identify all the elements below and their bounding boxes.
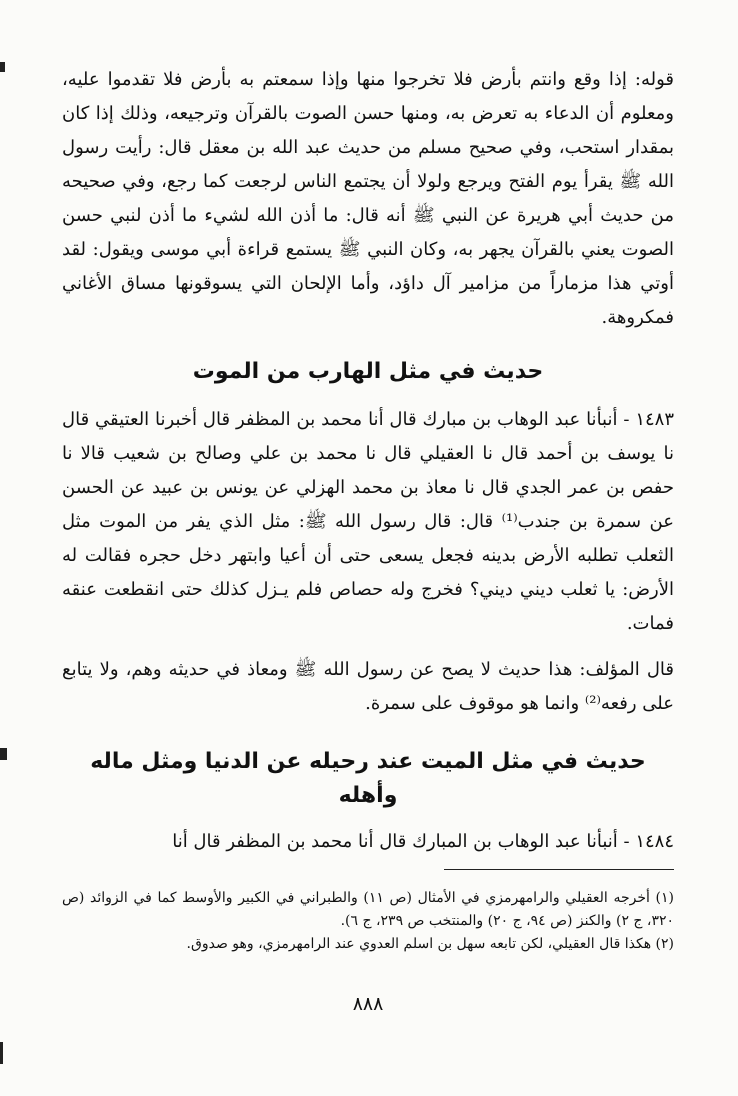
section-heading-dying-man: حديث في مثل الميت عند رحيله عن الدنيا ومثل ماله وأهله (90, 749, 646, 808)
page-edge-mark-middle (0, 748, 7, 760)
footnote-1: (١) أخرجه العقيلي والرامهرمزي في الأمثال (ص ١١) والطبراني في الكبير والأوسط كما في الزوائد (ص ٣٢٠، ج ٢) والكنز (ص ٩٤، ج ٢٠) والمنتخب ص ٢٣٩، ج ٦). (62, 890, 675, 929)
hadith-1483-paragraph: ١٤٨٣ - أنبأنا عبد الوهاب بن مبارك قال أنا محمد بن المظفر قال أخبرنا العتيقي قال نا يوسف بن أحمد قال نا العقيلي قال نا محمد بن علي وصالح بن شعيب قالا نا حفص بن عمر الجدي قال نا معاذ بن محمد الهزلي عن يونس بن عبيد عن الحسن عن سمرة بن جندب⁽¹⁾ قال: قال رسول الله ﷺ: مثل الذي يفر من الموت مثل الثعلب تطلبه الأرض بدينه فجعل يسعى حتى أن أعيا وابتهر دخل حجره فقالت له الأرض: يا ثعلب ديني ديني؟ فخرج وله حصاص فلم يـزل كذلك حتى انقطعت عنقه فمات. (62, 409, 675, 634)
commentary-paragraph: قوله: إذا وقع وانتم بأرض فلا تخرجوا منها وإذا سمعتم به بأرض فلا تقدموا عليه، ومعلوم أن الدعاء به تعرض به، ومنها حسن الصوت بالقرآن وترجيعه، وذلك إذا كان بمقدار استحب، وفي صحيح مسلم من حديث عبد الله بن معقل قال: رأيت رسول الله ﷺ يقرأ يوم الفتح ويرجع ولولا أن يجتمع الناس لرجعت كما رجع، وفي صحيحه من حديث أبي هريرة عن النبي ﷺ أنه قال: ما أذن الله لشيء ما أذن لنبي حسن الصوت يعني بالقرآن يجهر به، وكان النبي ﷺ يستمع قراءة أبي موسى ويقول: لقد أوتي هذا مزماراً من مزامير آل داؤد، وأما الإلحان التي يسوقونها مساق الأغاني فمكروهة. (62, 69, 674, 328)
section-heading-fleeing-death: حديث في مثل الهارب من الموت (192, 359, 544, 384)
page-edge-mark-bottom (0, 1042, 3, 1064)
book-page (62, 55, 674, 1055)
author-comment-paragraph: قال المؤلف: هذا حديث لا يصح عن رسول الله ﷺ ومعاذ في حديثه وهم، ولا يتابع على رفعه⁽²⁾ وانما هو موقوف على سمرة. (62, 659, 674, 714)
footnote-2: (٢) هكذا قال العقيلي، لكن تابعه سهل بن اسلم العدوي عند الرامهرمزي، وهو صدوق. (186, 936, 674, 952)
footnote-separator (444, 869, 674, 870)
page-edge-mark-top (0, 62, 5, 72)
hadith-1484-paragraph: ١٤٨٤ - أنبأنا عبد الوهاب بن المبارك قال أنا محمد بن المظفر قال أنا (172, 831, 674, 852)
paragraph-gap (62, 641, 674, 653)
footnotes-list (62, 887, 674, 956)
page-number: ٨٨٨ (352, 993, 384, 1015)
